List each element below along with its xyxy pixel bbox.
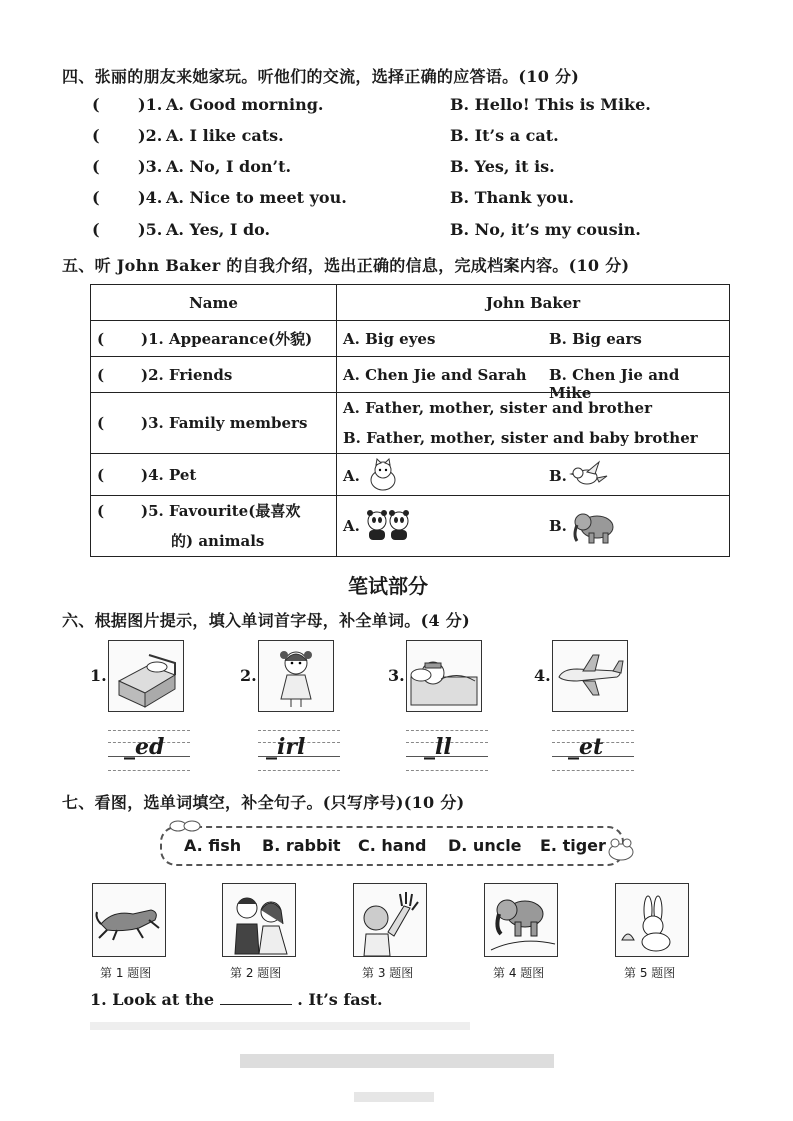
s4-question-2 xyxy=(92,126,712,150)
picture-caption: 第 2 题图 xyxy=(230,966,282,980)
answer-blank[interactable] xyxy=(220,990,292,1005)
hand-picture xyxy=(353,883,427,957)
header-value: John Baker xyxy=(337,285,730,321)
question-number: )1. xyxy=(138,95,163,114)
cropped-line xyxy=(90,1022,470,1030)
answer-paren[interactable]: ( xyxy=(97,365,105,384)
elephant-icon xyxy=(571,507,617,545)
option-a: A. Nice to meet you. xyxy=(166,188,347,207)
question-number: )5. xyxy=(138,220,163,239)
option-a: A. Chen Jie and Sarah xyxy=(343,365,527,384)
bed-icon xyxy=(109,641,183,711)
answer-4: _et xyxy=(568,734,604,760)
option-a: A. No, I don’t. xyxy=(166,157,292,176)
table-row xyxy=(91,454,730,496)
section-7-title: 七、看图，选单词填空，补全句子。(只写序号)(10 分) xyxy=(62,793,465,812)
option-a: A. Yes, I do. xyxy=(166,220,271,239)
profile-table xyxy=(90,284,730,557)
s4-question-5 xyxy=(92,220,712,244)
elephant-icon xyxy=(485,884,557,956)
option-a: A. xyxy=(343,517,360,535)
table-row xyxy=(91,357,730,393)
s4-question-4 xyxy=(92,188,712,212)
picture-caption: 第 5 题图 xyxy=(624,966,676,980)
row-label: )4. Pet xyxy=(141,465,197,484)
rabbit-picture xyxy=(615,883,689,957)
item-number: 1. xyxy=(90,666,107,685)
item-number: 2. xyxy=(240,666,257,685)
table-row xyxy=(91,496,730,557)
option-a: A. Good morning. xyxy=(166,95,324,114)
panda-icon xyxy=(365,505,413,545)
uncle-picture xyxy=(222,883,296,957)
option-b: B. It’s a cat. xyxy=(450,126,559,145)
answer-1: _ed xyxy=(124,734,165,760)
redacted-page-number xyxy=(354,1092,434,1102)
question-number: )2. xyxy=(138,126,163,145)
option-b: B. Chen Jie and Mike xyxy=(549,365,680,402)
sick-child-icon xyxy=(407,641,481,711)
word-option: D. uncle xyxy=(448,836,522,855)
cat-icon xyxy=(365,458,401,492)
couple-icon xyxy=(223,884,295,956)
section-4-title: 四、张丽的朋友来她家玩。听他们的交流，选择正确的应答语。(10 分) xyxy=(62,67,580,86)
section-6-title: 六、根据图片提示，填入单词首字母，补全单词。(4 分) xyxy=(62,611,470,630)
answer-paren[interactable]: ( xyxy=(92,188,100,207)
item-number: 3. xyxy=(388,666,405,685)
redacted-footer-bar xyxy=(240,1054,554,1068)
girl-picture xyxy=(258,640,334,712)
table-row xyxy=(91,321,730,357)
row-label: )5. Favourite(最喜欢 xyxy=(141,502,301,520)
word-bank xyxy=(160,826,624,866)
tiger-icon xyxy=(93,884,165,956)
picture-caption: 第 1 题图 xyxy=(100,966,152,980)
rabbit-icon xyxy=(616,884,688,956)
option-b: B. xyxy=(549,517,567,535)
row-label: )3. Family members xyxy=(141,414,308,432)
answer-paren[interactable]: ( xyxy=(97,465,105,484)
option-b: B. No, it’s my cousin. xyxy=(450,220,641,239)
sentence-end: . It’s fast. xyxy=(297,990,383,1009)
answer-paren[interactable]: ( xyxy=(92,157,100,176)
answer-paren[interactable]: ( xyxy=(92,126,100,145)
word-option: B. rabbit xyxy=(262,836,341,855)
answer-paren[interactable]: ( xyxy=(97,414,105,432)
option-a: A. Father, mother, sister and brother xyxy=(343,399,652,417)
s4-question-3 xyxy=(92,157,712,181)
row-label-continued: 的) animals xyxy=(171,532,265,550)
answer-paren[interactable]: ( xyxy=(97,502,105,520)
section-5-title: 五、听 John Baker 的自我介绍，选出正确的信息，完成档案内容。(10 分) xyxy=(62,256,630,275)
s4-question-1 xyxy=(92,95,712,119)
frog-icon xyxy=(606,836,636,862)
table-row xyxy=(91,393,730,454)
question-number: )4. xyxy=(138,188,163,207)
s7-question-1 xyxy=(90,990,383,1009)
option-a: A. Big eyes xyxy=(343,329,436,348)
picture-caption: 第 3 题图 xyxy=(362,966,414,980)
answer-2: _irl xyxy=(266,734,306,760)
option-b: B. Hello! This is Mike. xyxy=(450,95,651,114)
answer-paren[interactable]: ( xyxy=(92,220,100,239)
picture-caption: 第 4 题图 xyxy=(493,966,545,980)
elephant-picture xyxy=(484,883,558,957)
option-b: B. Thank you. xyxy=(450,188,575,207)
raised-hand-icon xyxy=(354,884,426,956)
item-number: 4. xyxy=(534,666,551,685)
written-part-heading: 笔试部分 xyxy=(348,574,428,598)
answer-paren[interactable]: ( xyxy=(92,95,100,114)
word-option: C. hand xyxy=(358,836,427,855)
word-option: A. fish xyxy=(184,836,242,855)
ill-picture xyxy=(406,640,482,712)
sentence-start: 1. Look at the xyxy=(90,990,215,1009)
option-a: A. I like cats. xyxy=(166,126,284,145)
answer-paren[interactable]: ( xyxy=(97,330,105,348)
option-b: B. Big ears xyxy=(549,329,642,348)
word-option: E. tiger xyxy=(540,836,606,855)
girl-icon xyxy=(259,641,333,711)
option-b: B. xyxy=(549,466,567,485)
bird-icon xyxy=(569,460,609,490)
option-a: A. xyxy=(343,466,360,485)
leaf-icon xyxy=(168,818,202,834)
bed-picture xyxy=(108,640,184,712)
header-name: Name xyxy=(91,285,337,321)
jet-picture xyxy=(552,640,628,712)
question-number: )3. xyxy=(138,157,163,176)
jet-plane-icon xyxy=(553,641,627,711)
row-label: )2. Friends xyxy=(141,365,233,384)
answer-3: _ll xyxy=(424,734,452,760)
tiger-picture xyxy=(92,883,166,957)
row-label: )1. Appearance(外貌) xyxy=(141,330,313,348)
option-b: B. Father, mother, sister and baby brother xyxy=(343,429,698,447)
option-b: B. Yes, it is. xyxy=(450,157,555,176)
